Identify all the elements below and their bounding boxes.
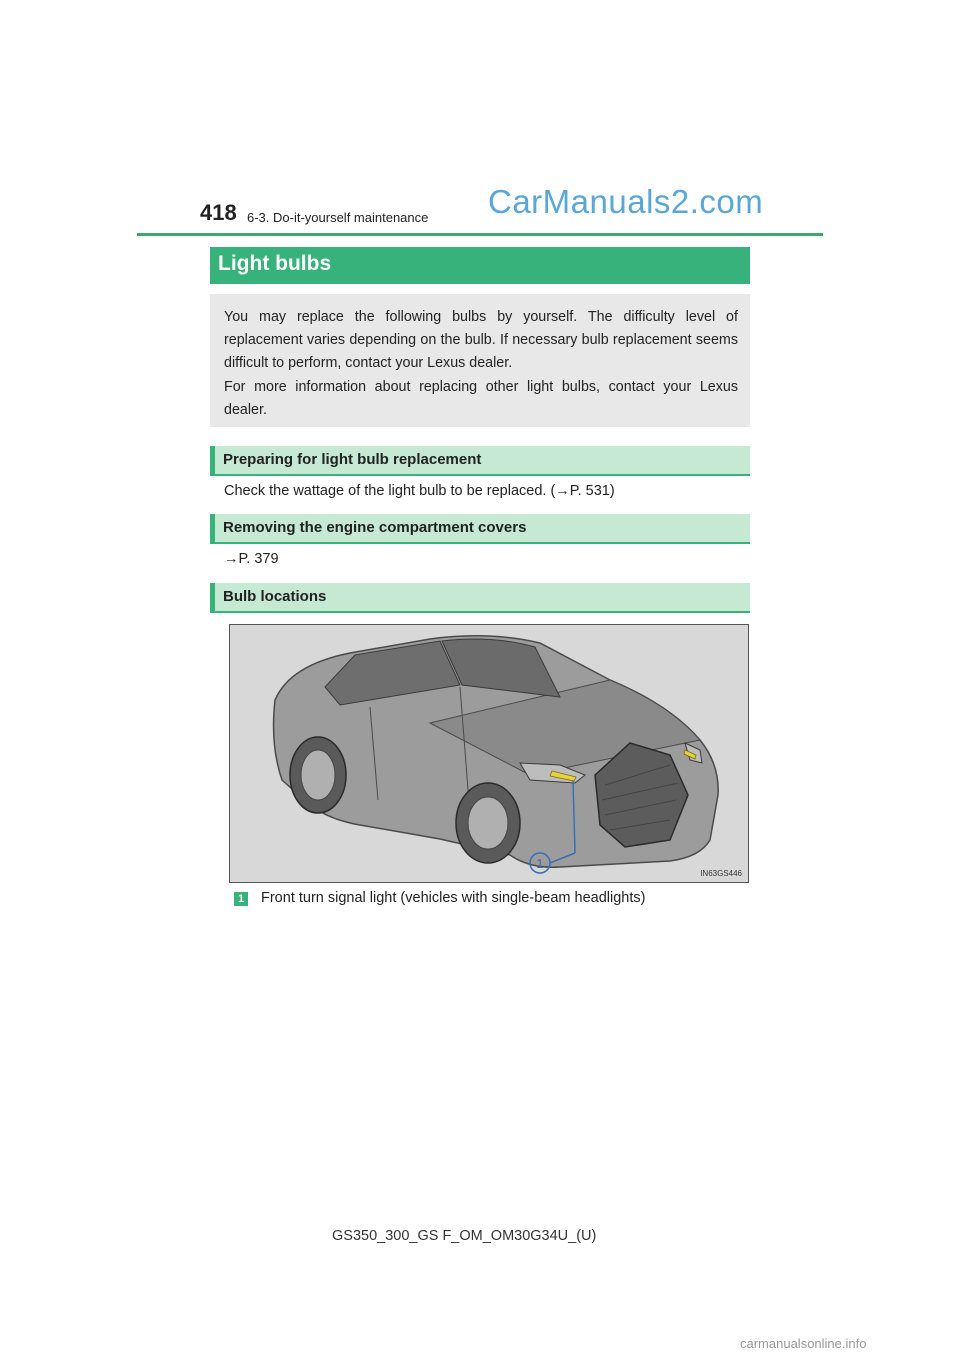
caption-text: Front turn signal light (vehicles with single-beam headlights)	[261, 890, 646, 906]
page-number: 418	[200, 200, 237, 225]
intro-paragraph-1: You may replace the following bulbs by yourself. The difficulty level of replacement varies depending on the bulb. If necessary bulb replacement seems difficult to perform, contact your Lexus dealer.	[224, 309, 738, 371]
page-title: Light bulbs	[218, 252, 332, 275]
watermark-bottom[interactable]: carmanualsonline.info	[740, 1336, 867, 1351]
title-bar	[210, 247, 750, 284]
subheading-removing-covers	[210, 514, 750, 544]
car-illustration	[230, 625, 749, 883]
section-label: 6-3. Do-it-yourself maintenance	[247, 210, 429, 225]
callout-number: 1	[536, 856, 544, 871]
subheading-bulb-locations-label: Bulb locations	[223, 588, 327, 605]
intro-paragraph-2: For more information about replacing other light bulbs, contact your Lexus dealer.	[224, 379, 738, 418]
caption-number-icon: 1	[234, 892, 248, 906]
watermark-top[interactable]: CarManuals2.com	[488, 183, 764, 220]
preparing-text: Check the wattage of the light bulb to be replaced. (→P. 531)	[224, 483, 615, 499]
bulb-location-figure	[229, 624, 749, 883]
header-rule	[137, 233, 823, 236]
subheading-preparing	[210, 446, 750, 476]
subheading-preparing-label: Preparing for light bulb replacement	[223, 451, 482, 468]
intro-box	[210, 294, 750, 427]
subheading-removing-covers-label: Removing the engine compartment covers	[223, 519, 527, 536]
figure-code: IN63GS446	[700, 869, 742, 878]
footer-code: GS350_300_GS F_OM_OM30G34U_(U)	[332, 1228, 597, 1244]
subheading-bulb-locations	[210, 583, 750, 613]
removing-covers-text: →P. 379	[224, 551, 279, 567]
